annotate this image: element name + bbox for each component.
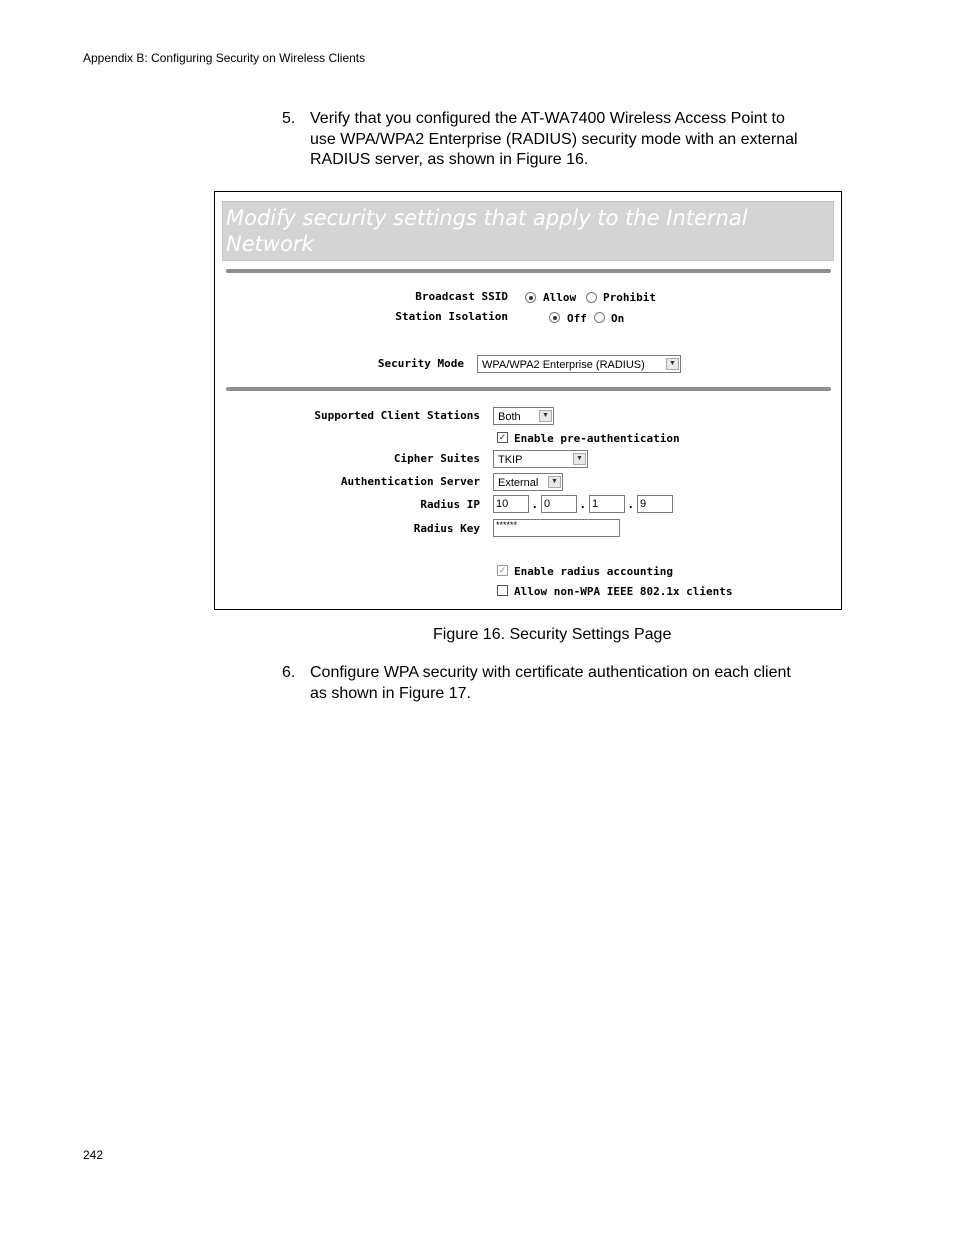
- step-5-line-3: RADIUS server, as shown in Figure 16.: [310, 151, 589, 168]
- ip-separator: .: [581, 496, 585, 511]
- broadcast-ssid-label: Broadcast SSID: [415, 290, 508, 303]
- radius-ip-label: Radius IP: [420, 498, 480, 511]
- radius-key-input[interactable]: ******: [493, 519, 620, 537]
- pre-authentication-label: Enable pre-authentication: [514, 432, 680, 445]
- radius-accounting-checkbox[interactable]: ✓: [498, 565, 507, 575]
- cipher-suites-value: TKIP: [498, 454, 523, 466]
- supported-client-stations-label: Supported Client Stations: [314, 409, 480, 422]
- security-mode-value: WPA/WPA2 Enterprise (RADIUS): [482, 359, 645, 371]
- section-title-bar: [222, 201, 834, 261]
- station-isolation-off-label: Off: [567, 312, 587, 325]
- running-header: Appendix B: Configuring Security on Wireless Clients: [83, 51, 366, 65]
- step-5-line-1: Verify that you configured the AT-WA7400 Wireless Access Point to: [310, 110, 785, 127]
- authentication-server-value: External: [498, 477, 539, 489]
- radius-ip-octet-4[interactable]: 9: [637, 495, 673, 513]
- chevron-down-icon: ▼: [573, 453, 586, 465]
- step-6-line-2: as shown in Figure 17.: [310, 684, 471, 702]
- section-title-line-2: Network: [226, 232, 314, 256]
- divider: [226, 387, 831, 391]
- figure-caption: Figure 16. Security Settings Page: [433, 626, 672, 643]
- station-isolation-off-radio[interactable]: [549, 312, 560, 323]
- non-wpa-clients-label: Allow non-WPA IEEE 802.1x clients: [514, 585, 733, 598]
- cipher-suites-select[interactable]: [493, 450, 588, 468]
- step-5-line-2: use WPA/WPA2 Enterprise (RADIUS) security mode with an external: [310, 130, 798, 148]
- radius-key-label: Radius Key: [413, 522, 480, 535]
- step-number: 6.: [282, 664, 296, 681]
- station-isolation-on-label: On: [611, 312, 625, 325]
- section-title-line-1: Modify security settings that apply to the Internal: [226, 206, 748, 230]
- radius-ip-octet-1[interactable]: 10: [493, 495, 529, 513]
- page-number: 242: [83, 1148, 104, 1162]
- authentication-server-select[interactable]: [493, 473, 563, 491]
- chevron-down-icon: ▼: [548, 476, 561, 488]
- supported-client-stations-value: Both: [498, 411, 521, 423]
- cipher-suites-label: Cipher Suites: [393, 452, 480, 465]
- authentication-server-label: Authentication Server: [340, 475, 480, 488]
- broadcast-ssid-allow-radio[interactable]: [525, 292, 536, 303]
- chevron-down-icon: ▼: [666, 358, 679, 370]
- pre-authentication-checkbox[interactable]: ✓: [498, 432, 507, 442]
- step-number: 5.: [282, 110, 296, 127]
- broadcast-ssid-prohibit-label: Prohibit: [603, 291, 656, 304]
- ip-separator: .: [629, 496, 633, 511]
- security-mode-select[interactable]: [477, 355, 681, 373]
- radius-ip-octet-2[interactable]: 0: [541, 495, 577, 513]
- step-5: [282, 109, 842, 171]
- station-isolation-on-radio[interactable]: [594, 312, 605, 323]
- section-title: [226, 205, 826, 257]
- supported-client-stations-select[interactable]: [493, 407, 554, 425]
- station-isolation-label: Station Isolation: [395, 310, 508, 323]
- broadcast-ssid-prohibit-radio[interactable]: [586, 292, 597, 303]
- radius-accounting-label: Enable radius accounting: [514, 565, 673, 578]
- divider: [226, 269, 831, 273]
- chevron-down-icon: ▼: [539, 410, 552, 422]
- security-settings-screenshot: [214, 191, 842, 610]
- ip-separator: .: [533, 496, 537, 511]
- step-6-line-1: Configure WPA security with certificate authentication on each client: [310, 664, 791, 681]
- step-6: [282, 663, 842, 705]
- security-mode-label: Security Mode: [377, 357, 464, 370]
- radius-ip-octet-3[interactable]: 1: [589, 495, 625, 513]
- non-wpa-clients-checkbox[interactable]: [497, 585, 508, 596]
- broadcast-ssid-allow-label: Allow: [543, 291, 577, 304]
